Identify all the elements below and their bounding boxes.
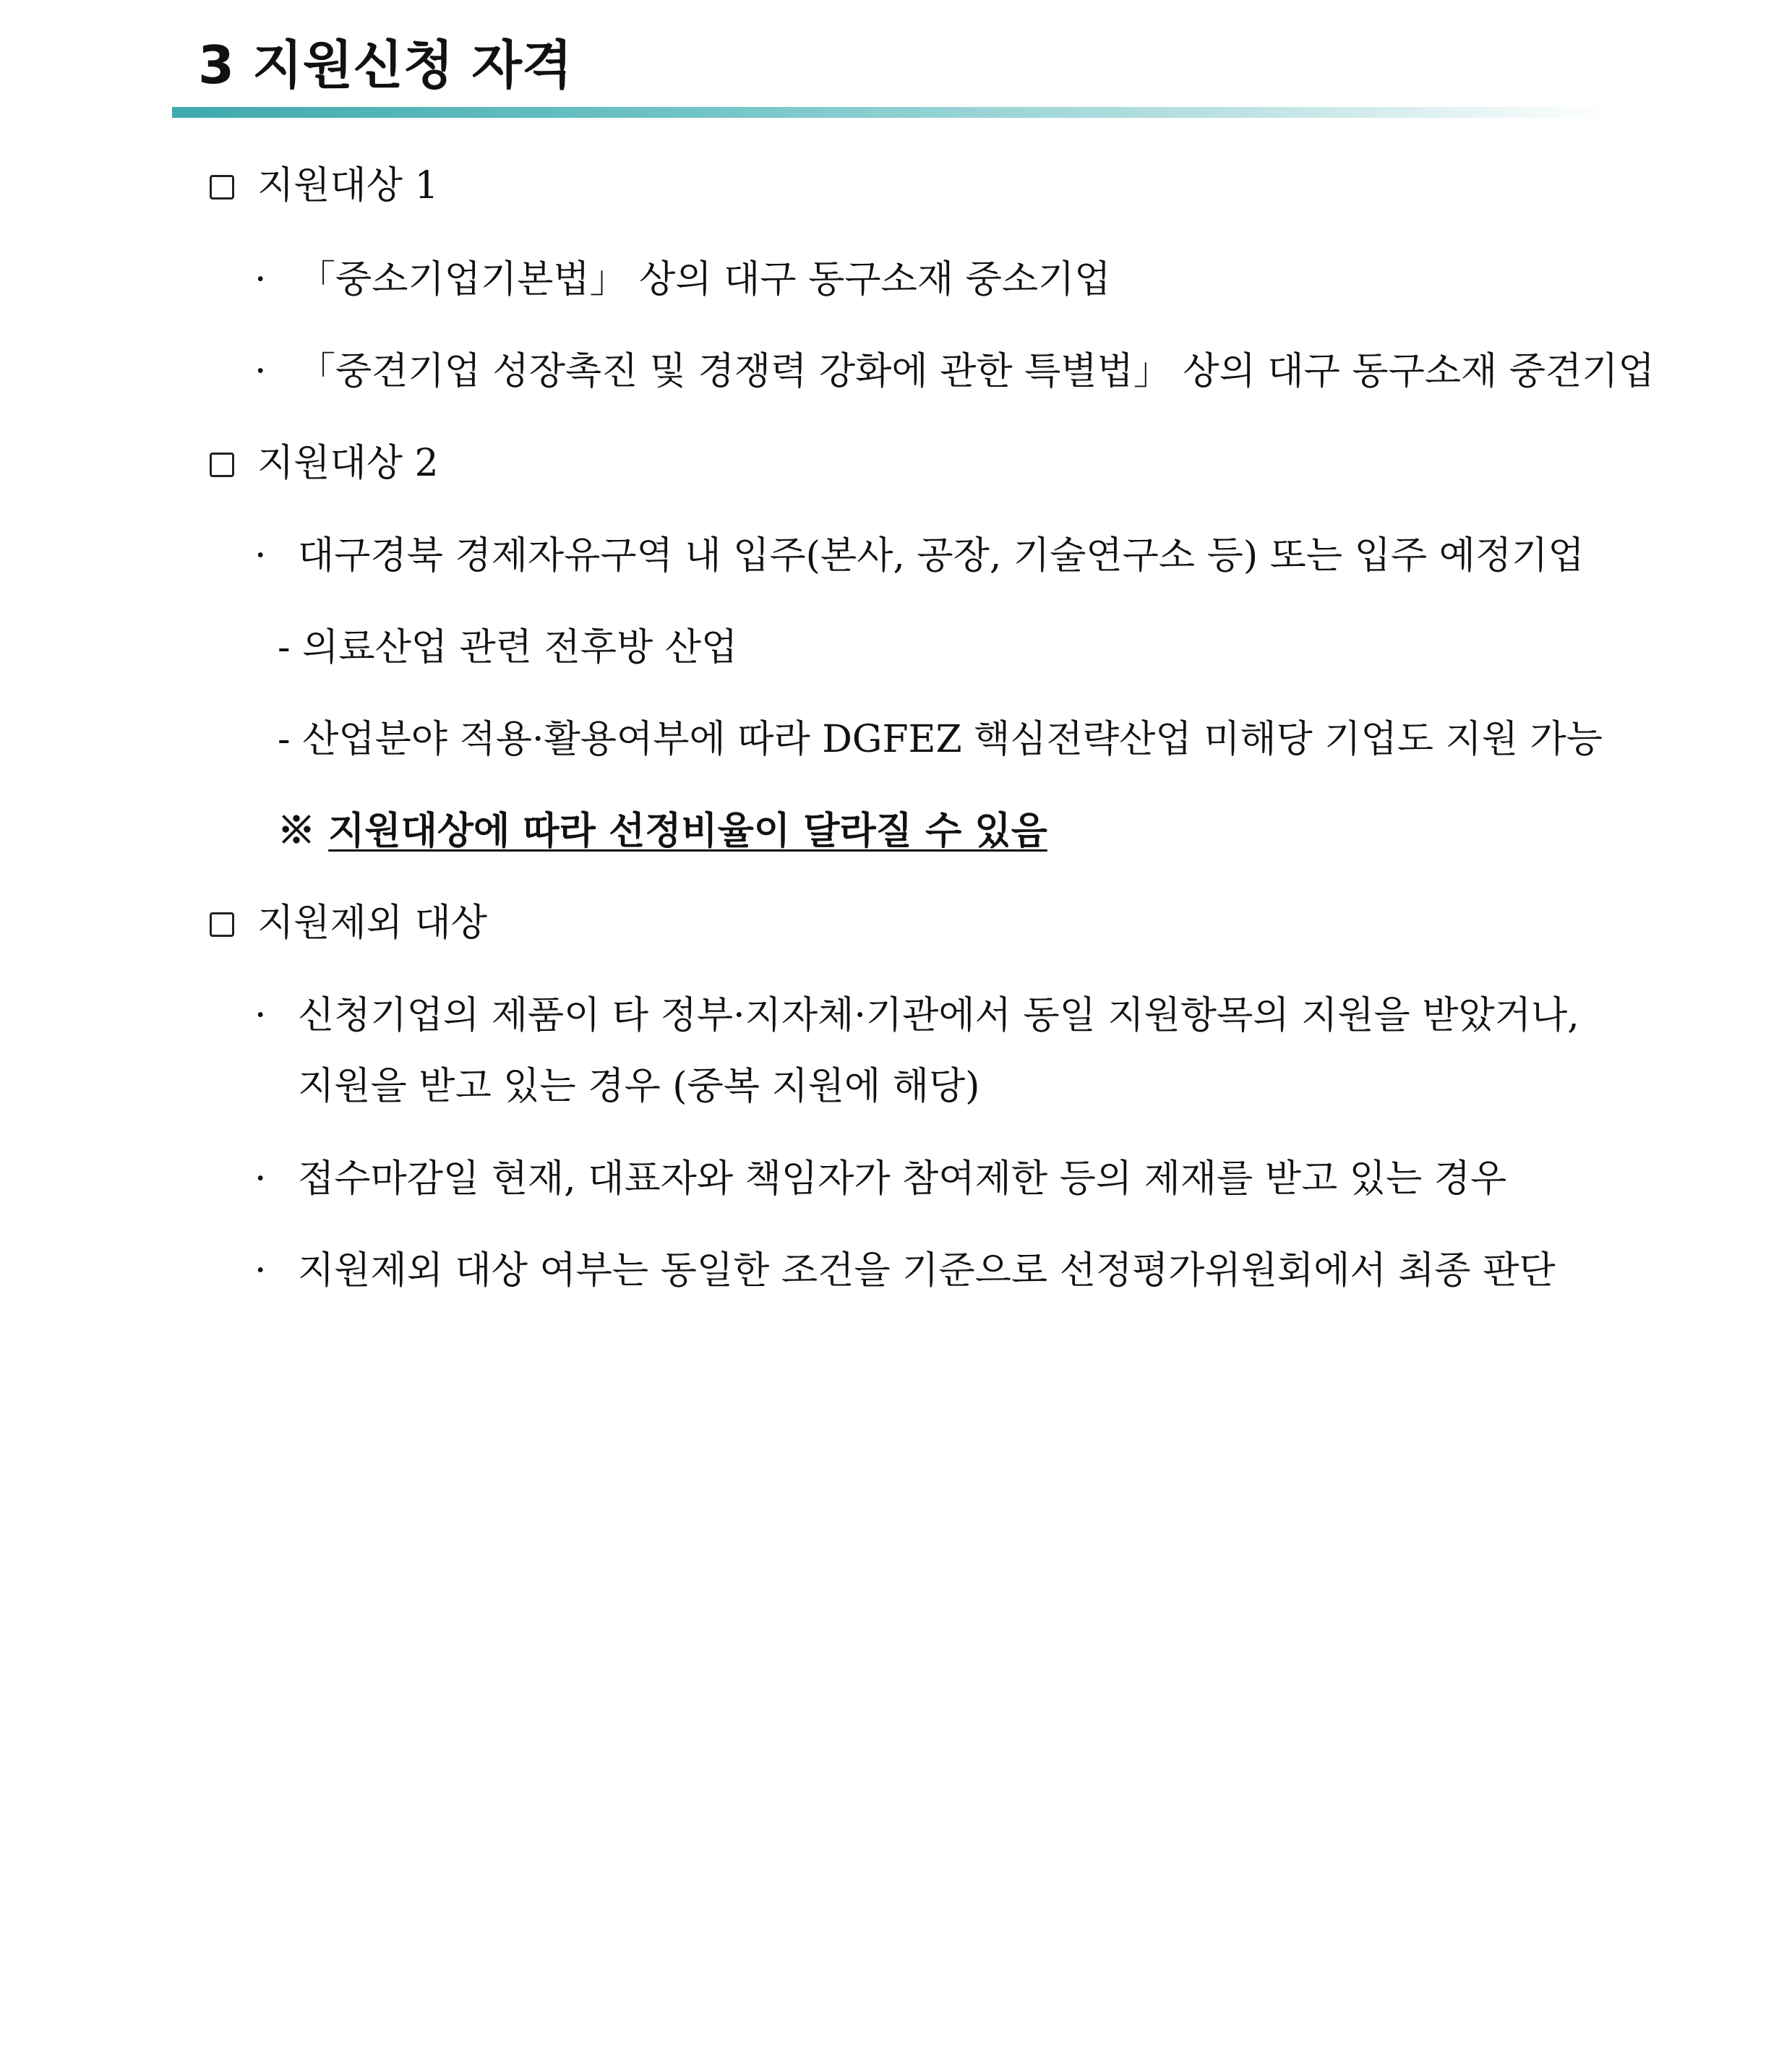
bullet-dot-icon: ·: [254, 350, 267, 393]
bullet-item: [254, 531, 1585, 581]
bullet-item: [254, 254, 1111, 305]
note-text: 지원대상에 따라 선정비율이 달라질 수 있음: [328, 809, 1047, 853]
section-heading-3: [210, 898, 487, 948]
bullet-item: [254, 1154, 1506, 1204]
sub-item: - 산업분야 적용·활용여부에 따라 DGFEZ 핵심전략산업 미해당 기업도 지원 가능: [278, 718, 1603, 761]
section-heading-text: 지원대상 2: [257, 442, 439, 485]
bullet-dot-icon: ·: [254, 258, 267, 301]
bullet-dot-icon: ·: [254, 1157, 267, 1201]
bullet-dot-icon: ·: [254, 534, 267, 578]
page-title: 3 지원신청 자격: [198, 35, 573, 95]
bullet-text: 지원제외 대상 여부는 동일한 조건을 기준으로 선정평가위원회에서 최종 판단: [298, 1249, 1556, 1293]
bullet-continuation: 지원을 받고 있는 경우 (중복 지원에 해당): [298, 1065, 980, 1108]
bullet-item: [254, 346, 1655, 397]
bullet-text: 「중견기업 성장촉진 및 경쟁력 강화에 관한 특별법」 상의 대구 동구소재 중견기업: [298, 350, 1655, 393]
bullet-item: [254, 1246, 1556, 1296]
section-heading-1: [210, 160, 439, 211]
section-heading-text: 지원대상 1: [257, 164, 439, 207]
section-heading-2: [210, 438, 439, 489]
title-underline-bar: [172, 107, 1611, 118]
section-heading-text: 지원제외 대상: [257, 901, 487, 945]
bullet-dot-icon: ·: [254, 994, 267, 1037]
checkbox-square-icon: [210, 453, 234, 477]
bullet-item: [254, 990, 1579, 1041]
bullet-text: 「중소기업기본법」 상의 대구 동구소재 중소기업: [298, 258, 1111, 301]
checkbox-square-icon: [210, 912, 234, 937]
note-line: [278, 806, 1047, 857]
bullet-text: 대구경북 경제자유구역 내 입주(본사, 공장, 기술연구소 등) 또는 입주 예정기업: [298, 534, 1585, 578]
reference-mark-icon: ※: [278, 809, 316, 853]
bullet-text: 신청기업의 제품이 타 정부·지자체·기관에서 동일 지원항목의 지원을 받았거나,: [298, 994, 1579, 1037]
bullet-text: 접수마감일 현재, 대표자와 책임자가 참여제한 등의 제재를 받고 있는 경우: [298, 1157, 1507, 1201]
bullet-dot-icon: ·: [254, 1249, 267, 1293]
checkbox-square-icon: [210, 175, 234, 200]
sub-item: - 의료산업 관련 전후방 산업: [278, 626, 738, 669]
